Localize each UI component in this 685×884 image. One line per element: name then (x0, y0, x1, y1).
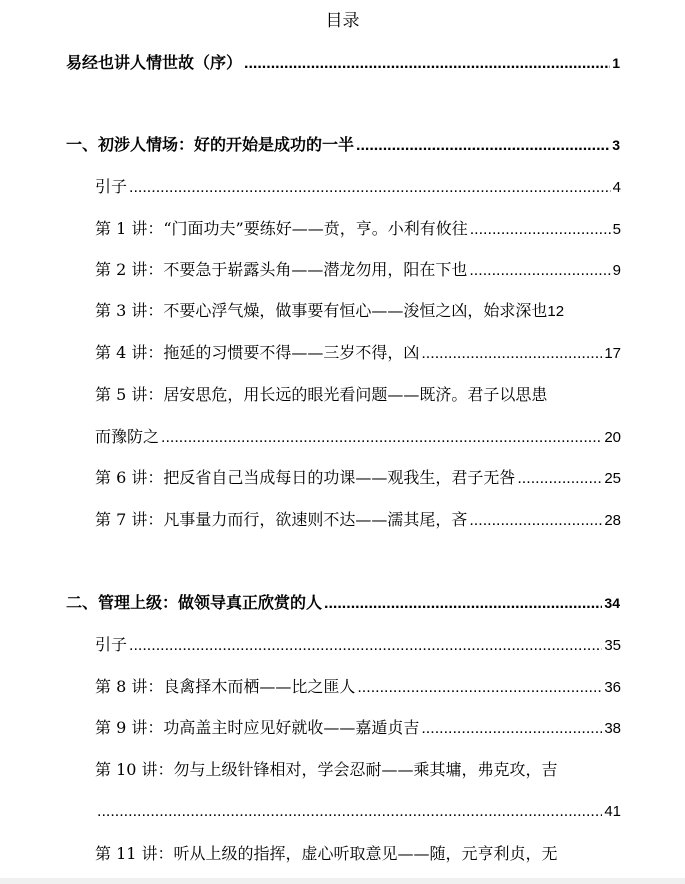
toc-entry-ch1-intro[interactable] (95, 176, 621, 199)
toc-leader-dots (469, 260, 610, 282)
toc-page-number: 41 (604, 803, 621, 820)
toc-entry-label: 第 8 讲：良禽择木而栖——比之匪人 (95, 677, 356, 696)
toc-entry-label: 引子 (95, 635, 128, 654)
toc-entry-chapter-1[interactable] (66, 134, 620, 157)
toc-entry-ch2-intro[interactable] (95, 634, 621, 657)
page-bottom-edge (0, 878, 685, 884)
toc-page-number: 35 (604, 637, 621, 654)
toc-leader-dots (357, 677, 602, 699)
toc-entry-lecture-11-line-1[interactable]: 第 11 讲：听从上级的指挥，虚心听取意见——随，元亨利贞，无 (95, 844, 558, 863)
toc-entry-label: 易经也讲人情世故（序） (66, 53, 243, 72)
page-title: 目录 (325, 11, 360, 31)
toc-page-number: 20 (604, 429, 621, 446)
toc-page-number: 3 (612, 137, 620, 153)
toc-page-number: 36 (604, 679, 621, 696)
toc-page-number: 5 (612, 221, 621, 238)
toc-page-number: 17 (604, 345, 621, 362)
toc-leader-dots (97, 801, 602, 823)
toc-leader-dots (161, 427, 602, 449)
toc-entry-lecture-2[interactable] (95, 259, 621, 282)
toc-entry-lecture-10[interactable] (95, 801, 621, 823)
toc-entry-lecture-5-line-1[interactable]: 第 5 讲：居安思危，用长远的眼光看问题——既济。君子以思患 (95, 385, 548, 404)
toc-entry-lecture-10-line-1[interactable]: 第 10 讲：勿与上级针锋相对，学会忍耐——乘其墉，弗克攻，吉 (95, 760, 558, 779)
toc-leader-dots (324, 593, 602, 615)
toc-page-number: 1 (612, 55, 620, 71)
toc-entry-lecture-5[interactable] (95, 426, 621, 449)
toc-entry-preface[interactable] (66, 52, 620, 75)
toc-entry-label: 第 6 讲：把反省自己当成每日的功课——观我生，君子无咎 (95, 468, 516, 487)
toc-entry-lecture-9[interactable] (95, 717, 621, 740)
toc-leader-dots (421, 718, 602, 740)
toc-page-number: 38 (604, 720, 621, 737)
toc-entry-label: 二、管理上级：做领导真正欣赏的人 (66, 593, 323, 612)
toc-leader-dots (469, 510, 602, 532)
toc-entry-lecture-8[interactable] (95, 676, 621, 699)
toc-entry-lecture-7[interactable] (95, 509, 621, 532)
toc-entry-lecture-3[interactable] (95, 300, 639, 323)
toc-entry-label: 第 9 讲：功高盖主时应见好就收——嘉遁贞吉 (95, 718, 420, 737)
toc-page-number: 9 (612, 262, 621, 279)
toc-page-number: 25 (604, 470, 621, 487)
toc-entry-label: 第 4 讲：拖延的习惯要不得——三岁不得，凶 (95, 343, 420, 362)
toc-entry-lecture-1[interactable] (95, 218, 621, 241)
toc-leader-dots (356, 135, 610, 157)
toc-entry-label: 第 7 讲：凡事量力而行，欲速则不达——濡其尾，吝 (95, 510, 468, 529)
toc-leader-dots (517, 468, 602, 490)
toc-entry-label: 第 3 讲：不要心浮气燥，做事要有恒心——浚恒之凶，始求深也 (95, 301, 548, 320)
toc-entry-chapter-2[interactable] (66, 592, 620, 615)
toc-page-number: 4 (612, 179, 621, 196)
toc-entry-label: 一、初涉人情场：好的开始是成功的一半 (66, 135, 355, 154)
toc-entry-label: 第 2 讲：不要急于崭露头角——潜龙勿用，阳在下也 (95, 260, 468, 279)
toc-entry-label: 而豫防之 (95, 427, 160, 446)
toc-leader-dots (129, 635, 602, 657)
toc-leader-dots (129, 177, 611, 199)
toc-leader-dots (244, 53, 610, 75)
toc-page-number: 34 (604, 595, 620, 611)
toc-leader-dots (470, 219, 611, 241)
toc-leader-dots (421, 343, 602, 365)
toc-entry-label: 引子 (95, 177, 128, 196)
toc-entry-lecture-4[interactable] (95, 342, 621, 365)
toc-page-number: 28 (604, 512, 621, 529)
toc-page-number: 12 (547, 303, 565, 320)
toc-entry-lecture-6[interactable] (95, 467, 621, 490)
toc-entry-label: 第 1 讲：“门面功夫”要练好——贲，亨。小利有攸往 (95, 219, 468, 238)
